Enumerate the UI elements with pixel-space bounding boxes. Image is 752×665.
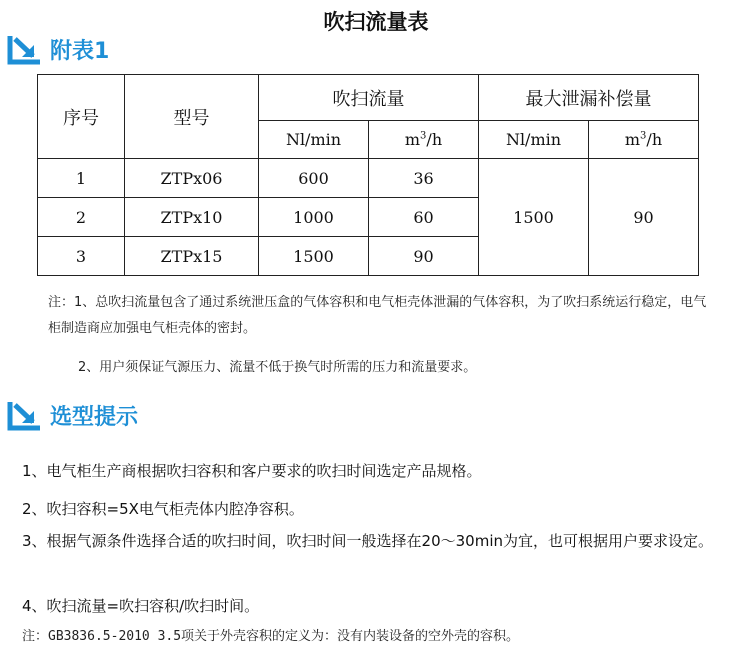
- cell-max-leak-nl: 1500: [479, 159, 589, 276]
- col-no-header: 序号: [38, 75, 125, 159]
- selection-footnote: 注：GB3836.5-2010 3.5项关于外壳容积的定义为：没有内装设备的空外壳的容积。: [22, 629, 520, 644]
- table-note-2: 2、用户须保证气源压力、流量不低于换气时所需的压力和流量要求。: [78, 360, 477, 375]
- cell-model: ZTPx10: [125, 198, 259, 237]
- selection-tip-4: 4、吹扫流量=吹扫容积/吹扫时间。: [22, 597, 260, 615]
- cell-nl: 1000: [259, 198, 369, 237]
- selection-tip-2: 2、吹扫容积=5X电气柜壳体内腔净容积。: [22, 500, 304, 518]
- cell-no: 2: [38, 198, 125, 237]
- selection-heading: [6, 398, 138, 432]
- cell-m3h: 36: [369, 159, 479, 198]
- appendix-heading: [6, 32, 109, 66]
- cell-m3h: 90: [369, 237, 479, 276]
- cell-model: ZTPx06: [125, 159, 259, 198]
- cell-nl: 1500: [259, 237, 369, 276]
- cell-nl: 600: [259, 159, 369, 198]
- cell-no: 3: [38, 237, 125, 276]
- selection-tip-1: 1、电气柜生产商根据吹扫容积和客户要求的吹扫时间选定产品规格。: [22, 462, 482, 480]
- table-header-row: [38, 75, 699, 121]
- col-max-leak-header: 最大泄漏补偿量: [479, 75, 699, 121]
- purge-flow-table: [37, 74, 699, 276]
- unit-m3-h: $m^3/h$: [369, 121, 479, 159]
- corner-arrow-icon: [6, 32, 44, 66]
- unit-m3-h-2: $m^3/h$: [589, 121, 699, 159]
- selection-heading-label: 选型提示: [50, 404, 139, 430]
- table-note-1: 注：1、总吹扫流量包含了通过系统泄压盒的气体容积和电气柜壳体泄漏的气体容积，为了吹扫系统运行稳定，电气柜制造商应加强电气柜壳体的密封。: [48, 295, 707, 336]
- unit-nl-min-2: Nl/min: [479, 121, 589, 159]
- cell-max-leak-m3h: 90: [589, 159, 699, 276]
- cell-m3h: 60: [369, 198, 479, 237]
- unit-nl-min: Nl/min: [259, 121, 369, 159]
- cell-model: ZTPx15: [125, 237, 259, 276]
- corner-arrow-icon: [6, 398, 44, 432]
- col-model-header: 型号: [125, 75, 259, 159]
- col-purge-flow-header: 吹扫流量: [259, 75, 479, 121]
- page-title: 吹扫流量表: [323, 10, 429, 34]
- cell-no: 1: [38, 159, 125, 198]
- selection-tip-3: 3、根据气源条件选择合适的吹扫时间，吹扫时间一般选择在20～30min为宜，也可根据用户要求设定。: [22, 532, 714, 550]
- table-row: [38, 159, 699, 198]
- appendix-heading-label: 附表1: [50, 38, 110, 64]
